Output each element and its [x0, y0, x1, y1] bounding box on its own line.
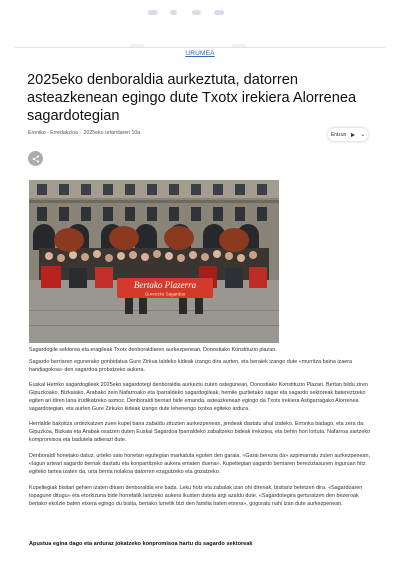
- photo-banner-text: Bertako Plazerra: [133, 280, 197, 290]
- article-meta: [28, 130, 140, 136]
- photo-banner-subtext: Gurenzko Sagardoa: [144, 291, 186, 297]
- meta-separator: ·: [79, 130, 82, 136]
- photo-caption: Sagardogile sektorea eta eragileak Txotx denboraldiaren aurkezpenean, Donostiako Konstituzio plazan.: [29, 347, 277, 353]
- article-paragraph: Sagardo berriaren egunerako gonbidatua Gure Zirkua taldeko kideak izango dira aurten, eta beraiek izango dute «murritza baina izaera handiagokoa» den sagardoa probatzeko aukera.: [29, 359, 353, 373]
- article-paragraph: Euskal Herriko sagardogileek 2025eko sagardotegi denboraldia aurkeztu zuten ostegunean, Donostiako Konstituzio Plazan. Bertan bildu ziren Gipuzkoako, Bizkaiako, Arabako zein Nafarroako eta Iparraldeko sagardogileak, hemile guztietako sagar eta sagardo sektoreak batereztzeko egiten ari diren lana irudikatzeko asmoz. Denboraldi berriari bide emanda, asteazkenean egingo da Txotx irekiera Astigarragako Alorrenea sagardotegian, eta aurten Gure Zirkuko kideak izango dute lehenengo txotxa egiteko ardura.: [29, 382, 368, 412]
- meta-author[interactable]: Erredakzioa: [50, 130, 78, 136]
- section-tag-link[interactable]: URUMEA: [185, 50, 215, 57]
- section-bar: [15, 47, 385, 59]
- chevron-down-icon: ⌄: [360, 131, 366, 138]
- partner-logo: [214, 10, 224, 15]
- article-subhead: Apustua egina dago eta arduraz jokatzeko konpromisoa hartu du sagardo sektoreak: [29, 541, 253, 547]
- listen-button[interactable]: [328, 128, 368, 141]
- top-logos: [0, 10, 400, 18]
- play-icon: [351, 133, 355, 137]
- listen-label: Entzun: [330, 131, 347, 138]
- partner-logo: [192, 10, 201, 15]
- article-headline: 2025eko denboraldia aurkeztuta, datorren asteazkenean egingo dute Txotx irekiera Alorrenea sagardotegian: [27, 72, 357, 124]
- partner-logo: [170, 10, 177, 15]
- article-paragraph: Denboraldi honetako datuz, urteko saio honetan egutegian markatuta egoten den garaia. «Garai berezia da» azpimarratu zuten aurkezpenean, «lagun arteari sagardo berriak dastatu eta konpartitzeko aukera ematen duena». Kupeltegian sagardo berriaren bereziztasunen inguruan hitz egiteko tartea izaten da, urta berria nolakoa datorren ezagutzeko eta gozatzeko.: [29, 453, 371, 475]
- meta-author-prefix: Eroniko -: [28, 130, 51, 136]
- article-paragraph: Herrialde bakoitza ordezkatzen zuen kupel bana zabaldu zituzten aurkezpenean, jendeak dastatu ahal izateko. Erronka badago, eta zera da: Gipuzkoa, Bizkaia eta Arabak osatzen duten Euskal Sagardoa Iparraldeko zabaltzeko bideak irekiztea, eta behin hori lortuta, Nafarroa sartzeko kompromisoa eta badutela adierazi dute.: [29, 421, 371, 443]
- article-photo[interactable]: [29, 180, 279, 343]
- share-icon: [32, 155, 40, 163]
- meta-date: 2025eko urtarrilaren 10a: [83, 130, 141, 136]
- partner-logo: [148, 10, 158, 15]
- share-button[interactable]: [28, 151, 43, 166]
- article-paragraph: Kupeltegiak bisitari gehien izaten dituen denboraldia ere bada. Leku hotz eta zabalak izan ohi direnak, bisitariz betetzen dira. «Sagardoaren topagune ditugu» eta etorkizuna bide horretatik lantzeko aukera ikusten dutela argi azaldu dute. «Sagardotegira gerturatzen den bezeroak bertako ekoizle baten etxera egingo du bisita, bertako lurretik bizi den familia baten etxera», gogoratu nahi izan dute aurkezpenean.: [29, 485, 363, 507]
- photo-illustration: [29, 180, 279, 343]
